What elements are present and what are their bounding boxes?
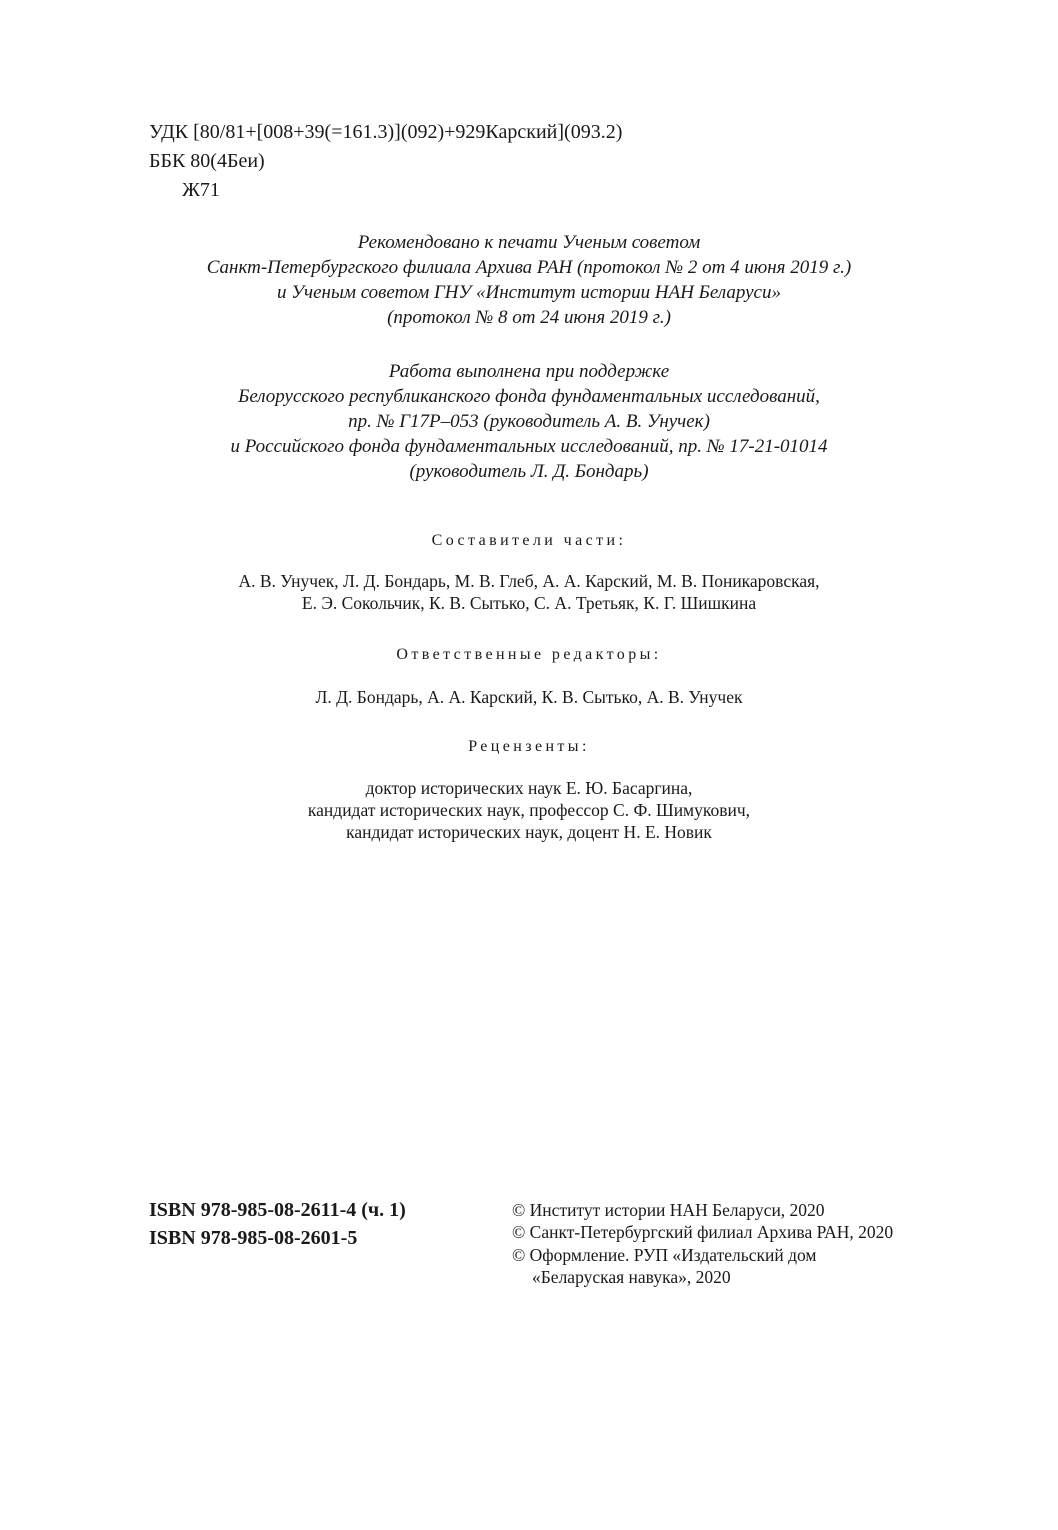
author-mark: Ж71 (182, 179, 220, 201)
copyright-line: «Беларуская навука», 2020 (532, 1267, 731, 1287)
reviewers-line: кандидат исторических наук, доцент Н. Е. Новик (346, 822, 712, 842)
copyright-line: © Оформление. РУП «Издательский дом (512, 1245, 817, 1265)
recommendation-line: Санкт-Петербургского филиала Архива РАН (протокол № 2 от 4 июня 2019 г.) (206, 257, 852, 278)
support-line: (руководитель Л. Д. Бондарь) (409, 461, 649, 482)
copyright-line: © Санкт-Петербургский филиал Архива РАН, 2020 (512, 1222, 894, 1242)
compilers-line: А. В. Унучек, Л. Д. Бондарь, М. В. Глеб, А. А. Карский, М. В. Поникаровская, (238, 571, 820, 591)
support-line: и Российского фонда фундаментальных исследований, пр. № 17-21-01014 (230, 436, 828, 457)
support-line: Работа выполнена при поддержке (388, 361, 670, 382)
support-line: Белорусского республиканского фонда фундаментальных исследований, (238, 386, 820, 407)
compilers-line: Е. Э. Сокольчик, К. В. Сытько, С. А. Третьяк, К. Г. Шишкина (301, 593, 757, 613)
copyright-line: © Институт истории НАН Беларуси, 2020 (512, 1200, 825, 1220)
isbn-set: ISBN 978-985-08-2601-5 (149, 1227, 358, 1249)
editors-heading: Ответственные редакторы: (396, 646, 662, 663)
reviewers-heading: Рецензенты: (468, 738, 590, 755)
compilers-heading: Составители части: (431, 532, 627, 549)
bbk-code: ББК 80(4Беи) (149, 150, 265, 172)
reviewers-line: кандидат исторических наук, профессор С. Ф. Шимукович, (307, 800, 751, 820)
editors-line: Л. Д. Бондарь, А. А. Карский, К. В. Сытько, А. В. Унучек (315, 687, 743, 707)
udk-code: УДК [80/81+[008+39(=161.3)](092)+929Карский](093.2) (149, 121, 623, 143)
recommendation-line: и Ученым советом ГНУ «Институт истории НАН Беларуси» (277, 282, 781, 303)
recommendation-line: (протокол № 8 от 24 июня 2019 г.) (387, 307, 671, 328)
isbn-part: ISBN 978-985-08-2611-4 (ч. 1) (149, 1199, 406, 1221)
reviewers-line: доктор исторических наук Е. Ю. Басаргина, (365, 778, 693, 798)
recommendation-line: Рекомендовано к печати Ученым советом (357, 232, 701, 253)
support-line: пр. № Г17Р–053 (руководитель А. В. Унучек) (348, 411, 710, 432)
